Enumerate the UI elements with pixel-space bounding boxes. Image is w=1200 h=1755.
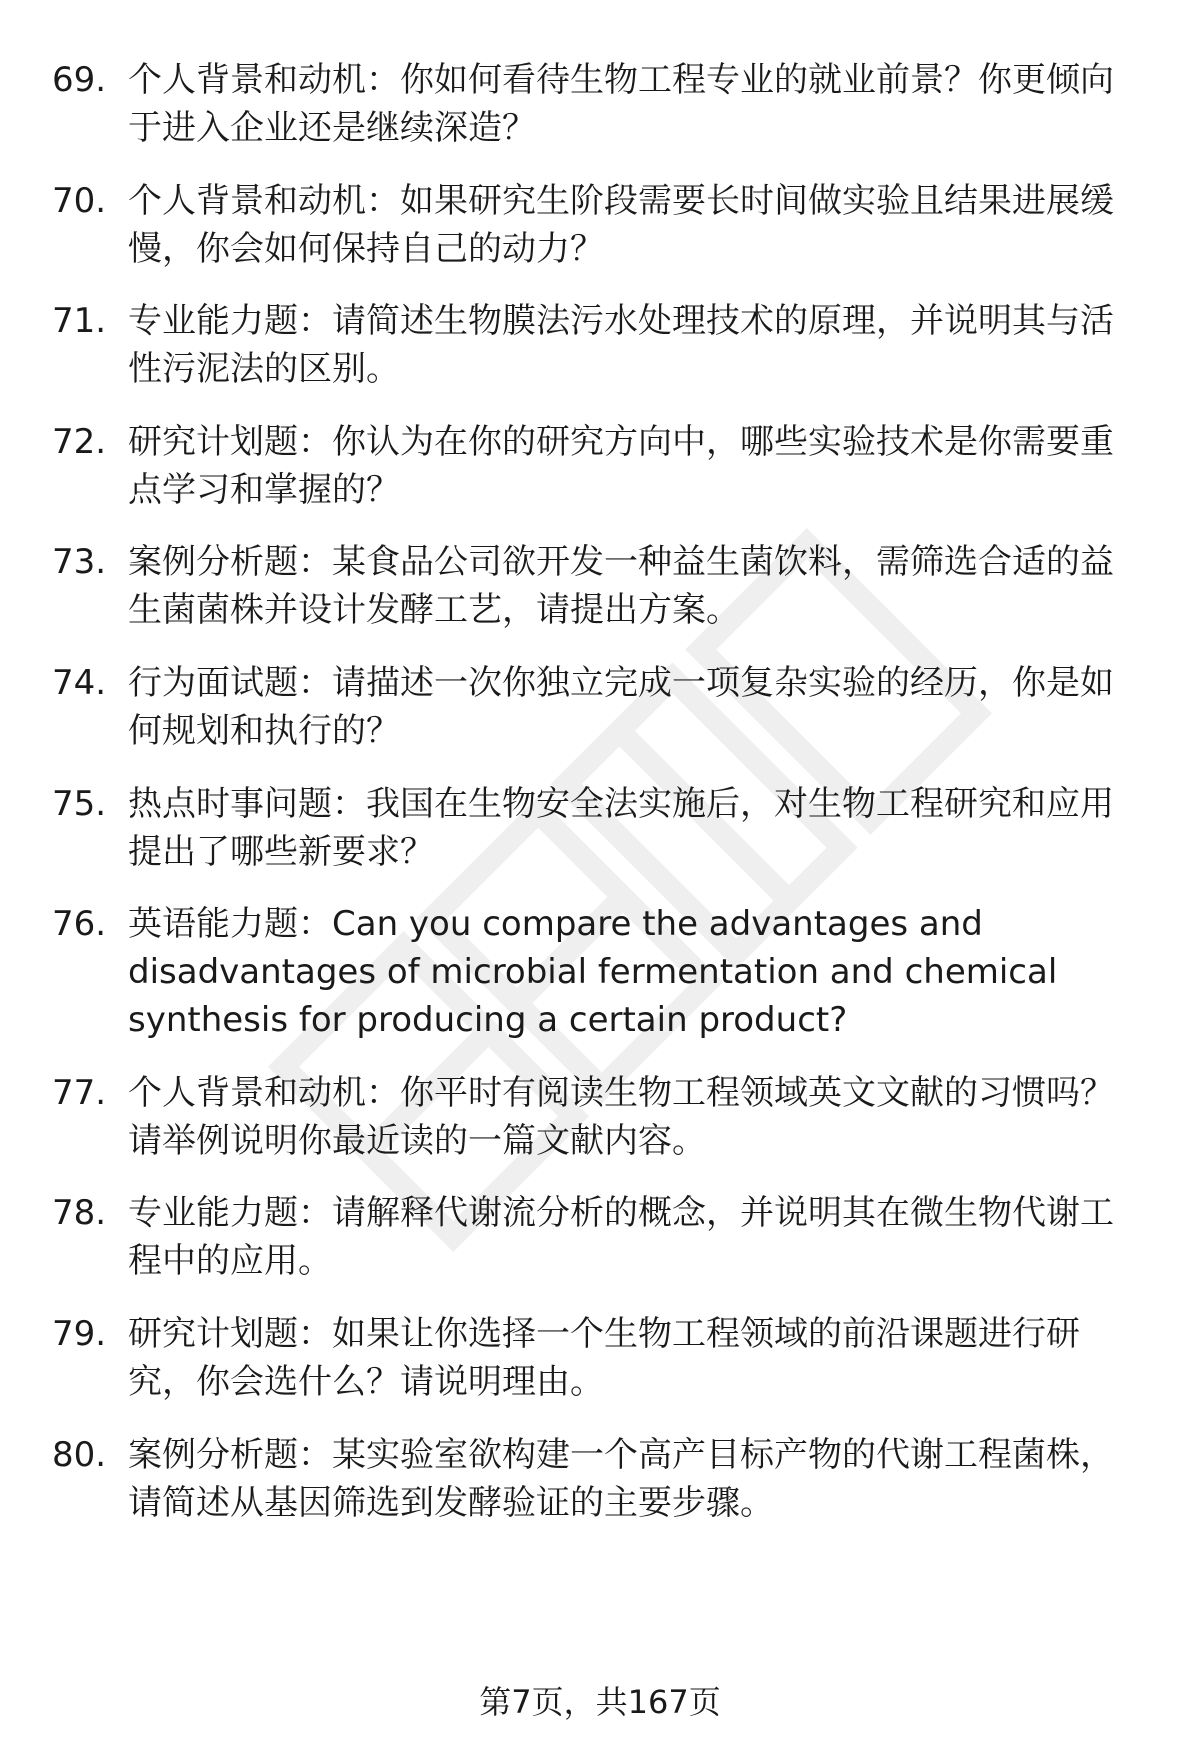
question-item <box>52 1069 1142 1165</box>
question-number: 71. <box>52 301 107 342</box>
question-text: 个人背景和动机：如果研究生阶段需要长时间做实验且结果进展缓慢，你会如何保持自己的动力？ <box>128 180 1114 269</box>
question-item <box>52 56 1142 152</box>
question-number: 76. <box>52 904 107 945</box>
question-text: 专业能力题：请简述生物膜法污水处理技术的原理，并说明其与活性污泥法的区别。 <box>128 301 1114 390</box>
question-text: 研究计划题：如果让你选择一个生物工程领域的前沿课题进行研究，你会选什么？请说明理由。 <box>128 1313 1080 1402</box>
question-item <box>52 900 1142 1044</box>
question-item <box>52 1431 1142 1527</box>
question-number: 80. <box>52 1434 107 1475</box>
question-text: 热点时事问题：我国在生物安全法实施后，对生物工程研究和应用提出了哪些新要求？ <box>128 783 1114 872</box>
question-text: 行为面试题：请描述一次你独立完成一项复杂实验的经历，你是如何规划和执行的？ <box>128 662 1114 751</box>
question-number: 79. <box>52 1313 107 1354</box>
question-item <box>52 659 1142 755</box>
question-text: 个人背景和动机：你平时有阅读生物工程领域英文文献的习惯吗？请举例说明你最近读的一篇文献内容。 <box>128 1072 1114 1161</box>
question-text: 专业能力题：请解释代谢流分析的概念，并说明其在微生物代谢工程中的应用。 <box>128 1193 1114 1282</box>
question-number: 74. <box>52 662 107 703</box>
question-number: 77. <box>52 1072 107 1113</box>
question-number: 69. <box>52 60 107 100</box>
question-item <box>52 780 1142 876</box>
question-number: 78. <box>52 1193 107 1234</box>
question-item <box>52 418 1142 514</box>
page-footer: 第7页，共167页 <box>479 1683 721 1721</box>
question-text: 英语能力题：Can you compare the advantages and disadvantages of microbial fermentation and chemical synthesis for producing a certain product? <box>128 904 1058 1041</box>
question-text: 案例分析题：某食品公司欲开发一种益生菌饮料，需筛选合适的益生菌菌株并设计发酵工艺，请提出方案。 <box>128 542 1114 631</box>
question-item <box>52 1310 1142 1406</box>
question-text: 案例分析题：某实验室欲构建一个高产目标产物的代谢工程菌株，请简述从基因筛选到发酵验证的主要步骤。 <box>128 1434 1114 1523</box>
question-item <box>52 297 1142 393</box>
question-number: 75. <box>52 783 107 824</box>
question-text: 研究计划题：你认为在你的研究方向中，哪些实验技术是你需要重点学习和掌握的？ <box>128 421 1114 510</box>
question-number: 70. <box>52 180 107 221</box>
question-item <box>52 177 1142 273</box>
question-item <box>52 538 1142 634</box>
question-number: 72. <box>52 421 107 462</box>
question-item <box>52 1189 1142 1285</box>
question-list <box>52 56 1142 1551</box>
question-number: 73. <box>52 542 107 583</box>
question-text: 个人背景和动机：你如何看待生物工程专业的就业前景？你更倾向于进入企业还是继续深造？ <box>128 60 1114 148</box>
